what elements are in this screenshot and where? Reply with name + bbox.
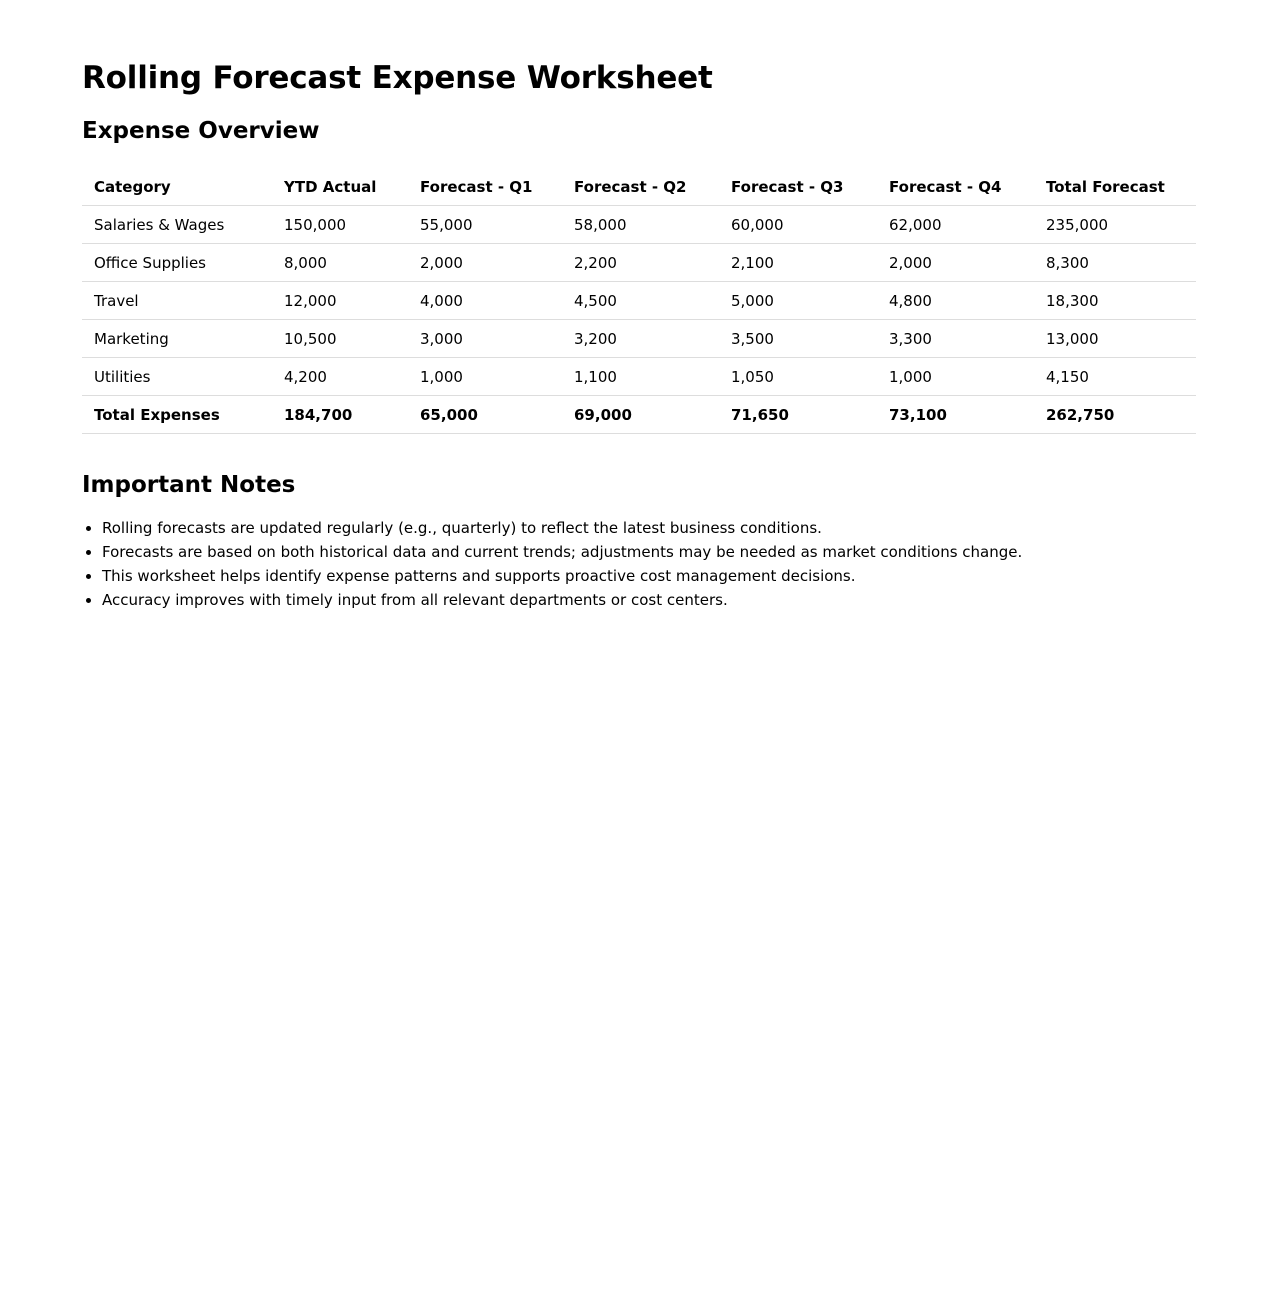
list-item: • Accuracy improves with timely input from all relevant departments or cost centers. <box>102 588 1196 612</box>
table-cell: 60,000 <box>719 206 877 244</box>
table-cell: Office Supplies <box>82 244 272 282</box>
table-cell: 4,000 <box>408 282 562 320</box>
table-cell: 1,050 <box>719 358 877 396</box>
table-cell: 3,200 <box>562 320 719 358</box>
table-cell: 12,000 <box>272 282 408 320</box>
column-header-ytd-actual: YTD Actual <box>272 168 408 206</box>
column-header-total-forecast: Total Forecast <box>1034 168 1196 206</box>
table-cell: 8,000 <box>272 244 408 282</box>
table-row <box>82 358 1196 396</box>
table-cell: 4,800 <box>877 282 1034 320</box>
total-cell: 184,700 <box>272 396 408 434</box>
table-cell: 4,500 <box>562 282 719 320</box>
table-cell: 150,000 <box>272 206 408 244</box>
table-cell: 18,300 <box>1034 282 1196 320</box>
total-cell: 73,100 <box>877 396 1034 434</box>
column-header-category: Category <box>82 168 272 206</box>
table-cell: Travel <box>82 282 272 320</box>
table-cell: 8,300 <box>1034 244 1196 282</box>
table-cell: Salaries & Wages <box>82 206 272 244</box>
table-row <box>82 206 1196 244</box>
table-row <box>82 244 1196 282</box>
expense-overview-heading: Expense Overview <box>82 118 320 144</box>
table-cell: 2,100 <box>719 244 877 282</box>
table-cell: 62,000 <box>877 206 1034 244</box>
table-cell: 2,200 <box>562 244 719 282</box>
worksheet-page <box>0 0 1278 612</box>
table-cell: 1,000 <box>408 358 562 396</box>
table-row <box>82 282 1196 320</box>
table-cell: 1,100 <box>562 358 719 396</box>
table-cell: 1,000 <box>877 358 1034 396</box>
total-expenses-row <box>82 396 1196 434</box>
table-cell: 55,000 <box>408 206 562 244</box>
column-header-forecast-q3: Forecast - Q3 <box>719 168 877 206</box>
table-cell: 235,000 <box>1034 206 1196 244</box>
table-cell: 4,200 <box>272 358 408 396</box>
table-cell: 13,000 <box>1034 320 1196 358</box>
table-cell: 10,500 <box>272 320 408 358</box>
total-cell: 65,000 <box>408 396 562 434</box>
list-item: • Rolling forecasts are updated regularly (e.g., quarterly) to reflect the latest business conditions. <box>102 516 1196 540</box>
important-notes-heading: Important Notes <box>82 472 296 498</box>
table-cell: 3,500 <box>719 320 877 358</box>
table-cell: 5,000 <box>719 282 877 320</box>
table-cell: Utilities <box>82 358 272 396</box>
table-cell: Marketing <box>82 320 272 358</box>
notes-list <box>82 516 1196 612</box>
table-cell: 3,000 <box>408 320 562 358</box>
total-cell: 69,000 <box>562 396 719 434</box>
column-header-forecast-q4: Forecast - Q4 <box>877 168 1034 206</box>
table-cell: 4,150 <box>1034 358 1196 396</box>
expense-table <box>82 168 1196 434</box>
list-item: • Forecasts are based on both historical data and current trends; adjustments may be needed as market conditions change. <box>102 540 1196 564</box>
column-header-forecast-q2: Forecast - Q2 <box>562 168 719 206</box>
total-cell: 262,750 <box>1034 396 1196 434</box>
table-row <box>82 320 1196 358</box>
table-cell: 3,300 <box>877 320 1034 358</box>
page-title: Rolling Forecast Expense Worksheet <box>82 60 713 96</box>
table-cell: 58,000 <box>562 206 719 244</box>
total-cell: Total Expenses <box>82 396 272 434</box>
total-cell: 71,650 <box>719 396 877 434</box>
column-header-forecast-q1: Forecast - Q1 <box>408 168 562 206</box>
table-cell: 2,000 <box>408 244 562 282</box>
list-item: • This worksheet helps identify expense patterns and supports proactive cost management decisions. <box>102 564 1196 588</box>
table-header-row <box>82 168 1196 206</box>
table-cell: 2,000 <box>877 244 1034 282</box>
